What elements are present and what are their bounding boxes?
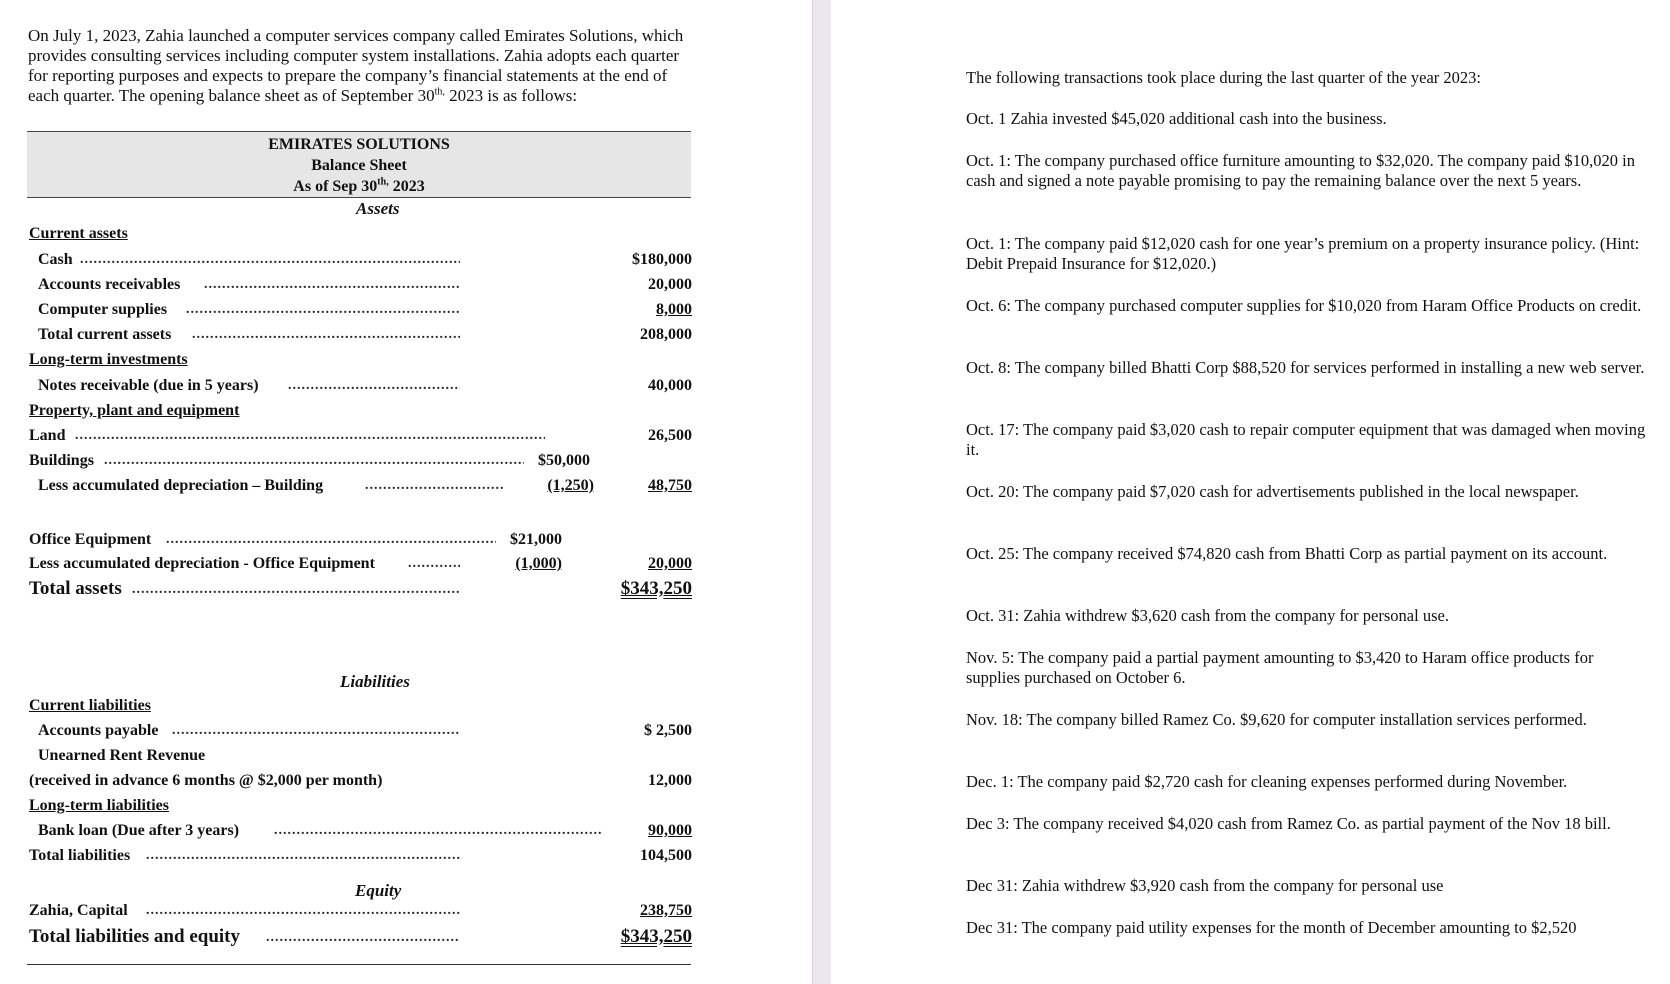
tca-label: Total current assets bbox=[38, 326, 172, 343]
ap-amount: $ 2,500 bbox=[644, 722, 692, 739]
ppe-heading: Property, plant and equipment bbox=[29, 402, 240, 419]
land-label: Land bbox=[29, 427, 66, 444]
leader-dots bbox=[146, 848, 460, 864]
transaction-item: Oct. 8: The company billed Bhatti Corp $88,520 for services performed in installing a new web server. bbox=[966, 358, 1645, 377]
total-le-amount: $343,250 bbox=[620, 926, 692, 947]
equity-heading: Equity bbox=[355, 881, 402, 900]
intro-sup: th, bbox=[434, 86, 445, 98]
leader-dots bbox=[75, 428, 545, 444]
transaction-item: Oct. 1: The company purchased office furniture amounting to $32,020. The company paid $10,020 in cash and signed a note payable promising to pay the remaining balance over the next 5 years. bbox=[966, 151, 1636, 190]
office-eq-label: Office Equipment bbox=[29, 531, 152, 548]
ar-amount: 20,000 bbox=[648, 276, 692, 293]
transaction-item: Oct. 17: The company paid $3,020 cash to repair computer equipment that was damaged when moving it. bbox=[966, 420, 1646, 459]
bank-loan-amount: 90,000 bbox=[648, 822, 692, 839]
bank-loan-label: Bank loan (Due after 3 years) bbox=[38, 822, 240, 839]
total-assets-amount: $343,250 bbox=[620, 578, 692, 599]
transaction-item: Oct. 20: The company paid $7,020 cash for advertisements published in the local newspaper. bbox=[966, 482, 1579, 501]
leader-dots bbox=[288, 378, 460, 394]
capital-label: Zahia, Capital bbox=[29, 902, 128, 919]
liabilities-heading: Liabilities bbox=[340, 672, 410, 691]
leader-dots bbox=[266, 930, 460, 946]
leader-dots bbox=[172, 723, 460, 739]
ltl-heading: Long-term liabilities bbox=[29, 797, 169, 814]
transaction-item: Oct. 6: The company purchased computer supplies for $10,020 from Haram Office Products on credit. bbox=[966, 296, 1642, 315]
page-gutter bbox=[812, 0, 832, 984]
capital-amount: 238,750 bbox=[640, 902, 692, 919]
leader-dots bbox=[132, 582, 460, 598]
statement-date: As of Sep $30^{th,}$ 2023 bbox=[293, 176, 425, 195]
cash-amount: $180,000 bbox=[632, 251, 692, 268]
leader-dots bbox=[166, 532, 496, 548]
ap-label: Accounts payable bbox=[38, 722, 159, 739]
statement-title: Balance Sheet bbox=[311, 157, 407, 174]
leader-dots bbox=[408, 556, 460, 572]
leader-dots bbox=[104, 453, 524, 469]
current-assets-heading: Current assets bbox=[29, 225, 128, 242]
total-le-label: Total liabilities and equity bbox=[29, 926, 240, 947]
buildings-amount: $50,000 bbox=[538, 452, 590, 469]
total-assets-label: Total assets bbox=[29, 578, 122, 599]
notes-label: Notes receivable (due in 5 years) bbox=[38, 377, 259, 394]
transaction-item: Oct. 1: The company paid $12,020 cash for one year’s premium on a property insurance policy. (Hint: Debit Prepaid Insurance for $12,020.) bbox=[966, 234, 1640, 273]
transaction-item: Oct. 25: The company received $74,820 cash from Bhatti Corp as partial payment on its account. bbox=[966, 544, 1608, 563]
intro-text: On July 1, 2023, Zahia launched a computer services company called Emirates Solutions, which provides consulting services including computer system installations. Zahia adopts each quarter for reporting purposes and expects to prepare the company’s financial statements at the end of each quarter. The opening balance sheet as of September 30 bbox=[28, 26, 684, 105]
unearned-label: Unearned Rent Revenue bbox=[38, 747, 206, 764]
ad-office-label: Less accumulated depreciation - Office Equipment bbox=[29, 555, 375, 572]
leader-dots bbox=[204, 277, 460, 293]
transaction-item: Dec 31: Zahia withdrew $3,920 cash from the company for personal use bbox=[966, 876, 1444, 895]
ad-building-amount: (1,250) bbox=[547, 477, 594, 494]
transaction-item: Dec. 1: The company paid $2,720 cash for cleaning expenses performed during November. bbox=[966, 772, 1568, 791]
transaction-item: Oct. 1 Zahia invested $45,020 additional cash into the business. bbox=[966, 109, 1387, 128]
notes-amount: 40,000 bbox=[648, 377, 692, 394]
leader-dots bbox=[192, 327, 460, 343]
intro-tail: 2023 is as follows: bbox=[444, 86, 578, 105]
left-page bbox=[0, 0, 812, 984]
office-eq-amount: $21,000 bbox=[510, 531, 562, 548]
tca-amount: 208,000 bbox=[640, 326, 692, 343]
leader-dots bbox=[274, 823, 602, 839]
cash-label: Cash bbox=[38, 251, 73, 268]
transactions-heading: The following transactions took place during the last quarter of the year 2023: bbox=[966, 68, 1482, 87]
unearned-amount: 12,000 bbox=[648, 772, 692, 789]
leader-dots bbox=[365, 478, 505, 494]
ar-label: Accounts receivables bbox=[38, 276, 181, 293]
current-liabilities-heading: Current liabilities bbox=[29, 697, 151, 714]
balance-sheet-header bbox=[27, 131, 691, 198]
ad-office-amount: (1,000) bbox=[515, 555, 562, 572]
leader-dots bbox=[80, 252, 460, 268]
assets-heading: Assets bbox=[356, 199, 400, 218]
company-name: EMIRATES SOLUTIONS bbox=[268, 136, 450, 153]
leader-dots bbox=[186, 302, 460, 318]
transaction-item: Oct. 31: Zahia withdrew $3,620 cash from the company for personal use. bbox=[966, 606, 1449, 625]
bottom-rule bbox=[27, 964, 691, 965]
total-liabilities-label: Total liabilities bbox=[29, 847, 131, 864]
transaction-item: Nov. 18: The company billed Ramez Co. $9,620 for computer installation services performed. bbox=[966, 710, 1587, 729]
ad-building-label: Less accumulated depreciation – Building bbox=[38, 477, 324, 494]
supplies-label: Computer supplies bbox=[38, 301, 168, 318]
buildings-label: Buildings bbox=[29, 452, 94, 469]
transaction-item: Nov. 5: The company paid a partial payment amounting to $3,420 to Haram office products for supplies purchased on October 6. bbox=[966, 648, 1594, 687]
leader-dots bbox=[146, 903, 460, 919]
transaction-item: Dec 31: The company paid utility expenses for the month of December amounting to $2,520 bbox=[966, 918, 1577, 937]
unearned-detail: (received in advance 6 months @ $2,000 per month) bbox=[29, 772, 383, 789]
lti-heading: Long-term investments bbox=[29, 351, 188, 368]
supplies-amount: 8,000 bbox=[656, 301, 692, 318]
net-building-amount: 48,750 bbox=[648, 477, 692, 494]
total-liabilities-amount: 104,500 bbox=[640, 847, 692, 864]
land-amount: 26,500 bbox=[648, 427, 692, 444]
intro-paragraph bbox=[28, 26, 693, 106]
net-office-amount: 20,000 bbox=[648, 555, 692, 572]
transaction-item: Dec 3: The company received $4,020 cash from Ramez Co. as partial payment of the Nov 18 bill. bbox=[966, 814, 1611, 833]
